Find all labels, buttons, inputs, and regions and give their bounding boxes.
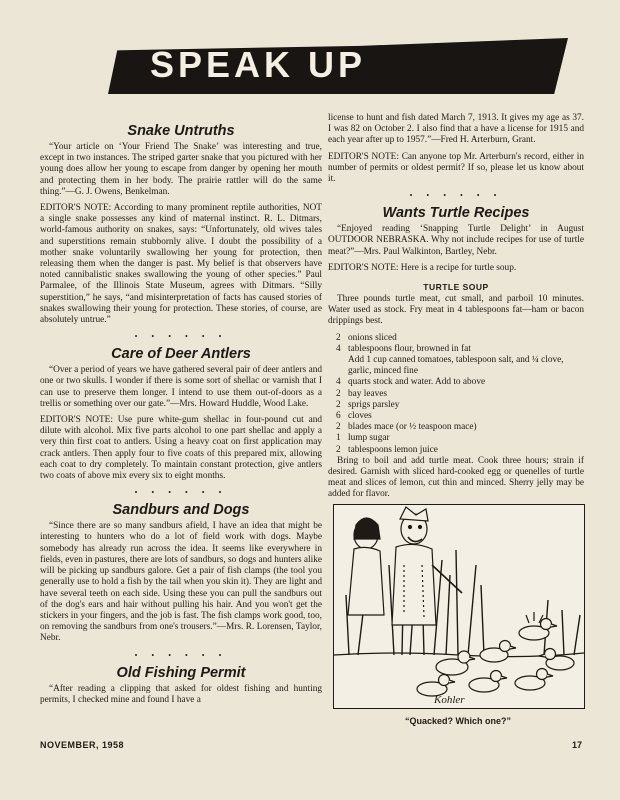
ingredient-item: 2 bay leaves xyxy=(336,388,387,399)
snake-title: Snake Untruths xyxy=(127,123,235,139)
ruffle-marks xyxy=(526,612,543,623)
ingredient-item: 1 lump sugar xyxy=(336,433,390,444)
permit-editor-note: EDITOR'S NOTE: Can anyone top Mr. Arterburn's record, either in number of permits or oldest permit? If so, please let us know about it. xyxy=(328,151,584,185)
turtle-editor-note: EDITOR'S NOTE: Here is a recipe for turtle soup. xyxy=(328,262,517,273)
right-column xyxy=(328,113,584,506)
permit-letter-continued: license to hunt and fish dated March 7, 1913. It gives my age as 37. I was 82 on October 2. I also find that a have a license for 1915 and each year after up to 1957.”—Fred H. Arterburn, Grant. xyxy=(328,113,584,146)
snake-editor-note: EDITOR'S NOTE: According to many prominent reptile authorities, NOT a single snake possesses any kind of maternal instinct. R. L. Ditmars, world-famous authority on snakes, says: “Unfortunately, old wives tales and superstitions remain stubbornly alive. I doubt the possibility of a mother snake voluntarily swallowing her young for protection, then releasing them when the danger is past. My belief is that observers have noted cannibalistic snakes swallowing the young of other species.” Paul Parmalee, of the Illinois State Museum, agrees with Ditmars. “Silly superstition,” he says, “and misinterpretation of facts has caused stories of snakes swallowing their young for protection. These stories, of course, are absolutely untrue.” xyxy=(40,203,322,326)
turtle-letter: “Enjoyed reading ‘Snapping Turtle Delight’ in August OUTDOOR NEBRASKA. Why not include recipes for use of turtle meat?”—Mrs. Paul Walkinton, Bartley, Nebr. xyxy=(328,224,584,257)
ingredient-item: 4 tablespoons flour, browned in fat xyxy=(336,343,471,354)
separator: • • • • • • xyxy=(134,650,228,660)
ingredient-list xyxy=(336,333,584,456)
left-column xyxy=(40,118,322,711)
duck-cartoon xyxy=(333,504,585,709)
duck-decoys xyxy=(417,619,574,697)
recipe-intro: Three pounds turtle meat, cut small, and parboil 10 minutes. Water used as stock. Fry meat in 4 tablespoons fat—ham or bacon drippings best. xyxy=(328,294,584,327)
ingredient-item: 6 cloves xyxy=(336,411,372,422)
page-number: 17 xyxy=(572,740,583,750)
sandburs-title: Sandburs and Dogs xyxy=(112,502,250,519)
deer-editor-note: EDITOR'S NOTE: Use pure white-gum shellac in four-pound cut and dilute with alcohol. Mix five parts alcohol to one part shellac and apply a very thin first coat to antlers. Using a heavy coat on first application may crack antlers. Then apply four to five coats of this prepared mix, allowing each coat to dry completely. To maintain constant protection, give antlers two coats of above mix every six to eight months. xyxy=(40,415,322,482)
turtle-title: Wants Turtle Recipes xyxy=(382,205,530,222)
woman-figure xyxy=(348,518,384,615)
deer-letter: “Over a period of years we have gathered several pair of deer antlers and one or two skulls. I wonder if there is some sort of shellac or varnish that I can use to preserve them longer. I intend to use them out-of-doors as a trellis or something over our gate.”—Mrs. Howard Huddle, Wood Lake. xyxy=(40,365,322,409)
separator: • • • • • • xyxy=(134,488,228,498)
cartoon-caption: “Quacked? Which one?” xyxy=(404,716,511,726)
ingredient-item: Add 1 cup canned tomatoes, tablespoon salt, and ¼ clove, garlic, minced fine xyxy=(348,355,564,377)
separator: • • • • • • xyxy=(134,332,228,342)
recipe-method: Bring to boil and add turtle meat. Cook three hours; strain if desired. Garnish with sliced hard-cooked egg or quenelles of turtle meat and slices of lemon, cut thin and minced. Sherry jelly may be added for flavor. xyxy=(328,455,584,500)
ingredient-item: 2 tablespoons lemon juice xyxy=(336,444,438,455)
snake-letter: “Your article on ‘Your Friend The Snake’ was interesting and true, except in two instances. The striped garter snake that you pictured with her young does allow her young to escape from danger by opening her mouth and protecting them in her body. The prairie rattler will do the same thing.”—G. J. Owens, Benkelman. xyxy=(40,142,322,197)
man-figure xyxy=(392,507,462,625)
artist-signature: Kohler xyxy=(434,694,465,706)
sandburs-letter: “Since there are so many sandburs afield, I have an idea that might be interesting to hunters who do a lot of field work with dogs. Maybe somebody has already run across the idea. It seems like everywhere in fields, even in pastures, there are lots of sandburs, so dogs and hunters alike will be picking up sandburs galore. Get a pair of fish clamps (the tool you generally use to hold a fish by the tail when you skin it). They are light and have several teeth on each side. Using these you can pull the sandburs out of the dog's ears and hair without pulling his hair. And you won't get the stickers in your fingers, and the job is fast. The fish clamps work good, too, on removing the sandburs from one's trousers.”—Mrs. R. Lorensen, Taylor, Nebr. xyxy=(40,521,322,644)
page-title: SPEAK UP xyxy=(150,44,367,85)
ingredient-item: 2 onions sliced xyxy=(336,332,397,343)
issue-date: NOVEMBER, 1958 xyxy=(40,740,125,750)
recipe-title: TURTLE SOUP xyxy=(423,282,489,293)
permit-title: Old Fishing Permit xyxy=(116,664,246,681)
deer-title: Care of Deer Antlers xyxy=(111,346,251,363)
ingredient-item: 2 blades mace (or ½ teaspoon mace) xyxy=(336,422,477,433)
separator: • • • • • • xyxy=(409,191,503,201)
ingredient-item: 4 quarts stock and water. Add to above xyxy=(336,377,486,388)
ingredient-item: 2 sprigs parsley xyxy=(336,399,400,410)
permit-letter-start: “After reading a clipping that asked for oldest fishing and hunting permits, I checked mine and found I have a xyxy=(40,683,322,705)
